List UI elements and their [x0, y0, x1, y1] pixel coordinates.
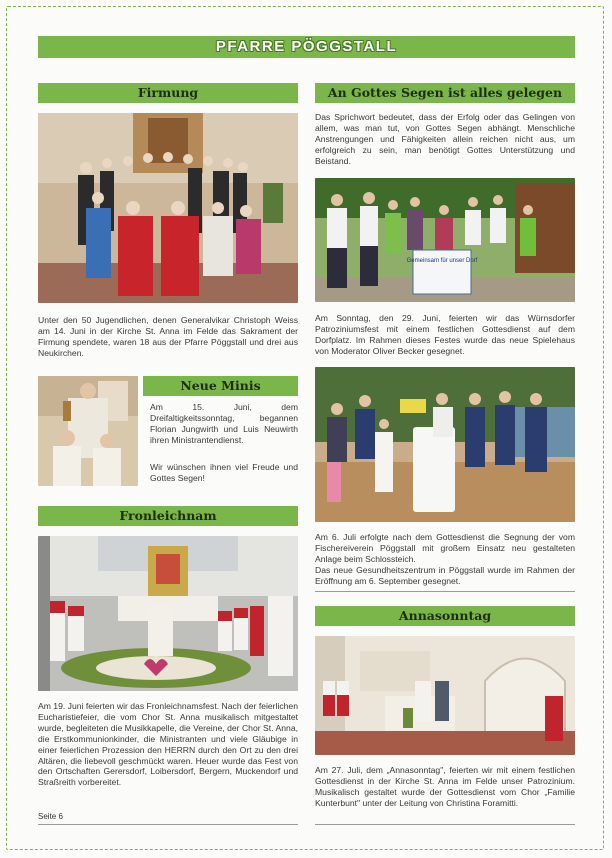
dorf-sign-text: Gemeinsam für unser Dorf [406, 258, 478, 264]
fronleichnam-heading: Fronleichnam [38, 506, 298, 526]
schlossteich-photo [315, 367, 575, 522]
firmung-text: Unter den 50 Jugendlichen, denen Generalvikar Christoph Weiss am 14. Juni in der Kirche St. Anna im Felde das Sakrament der Firmung spendete, waren 18 aus der Pfarre Pöggstall und drei aus Neukirchen. [38, 315, 298, 358]
fronleichnam-photo [38, 536, 298, 691]
gottes-segen-heading: An Gottes Segen ist alles gelegen [315, 83, 575, 103]
gesundheitszentrum-text: Das neue Gesundheitszentrum in Pöggstall wurde im Rahmen der Eröffnung am 6. September gesegnet. [315, 565, 575, 586]
page-title: PFARRE PÖGGSTALL [38, 36, 575, 58]
neue-minis-text: Am 15. Juni, dem Dreifaltigkeitssonntag, begannen Florian Jungwirth und Luis Neuwirth ihren Ministrantendienst. [150, 402, 298, 445]
neue-minis-heading: Neue Minis [143, 376, 298, 396]
wuernsdorf-text: Am Sonntag, den 29. Juni, feierten wir das Würnsdorfer Patroziniumsfest mit einem festlichen Gottesdienst auf dem Dorfplatz. Im Rahmen dieses Festes wurde das neue Spielehaus von Moderator Oliver Becker gesegnet. [315, 313, 575, 356]
neue-minis-photo [38, 376, 138, 486]
firmung-heading: Firmung [38, 83, 298, 103]
left-footer-rule [38, 824, 298, 825]
neue-minis-wishes: Wir wünschen ihnen viel Freude und Gottes Segen! [150, 462, 298, 483]
fronleichnam-text: Am 19. Juni feierten wir das Fronleichnamsfest. Nach der feierlichen Eucharistiefeier, die vom Chor St. Anna musikalisch mitgestaltet wurde, begleiteten die Musikkapelle, die Vereine, der Chor St. Anna, die Erstkommunionkinder, die Ministranten und viele Gläubige in einer feierlichen Prozession den HERRN durch den Ort zu den drei Altären, die liebevoll geschmückt waren. Heuer wurde das Fest von den Ortschaften Gerersdorf, Loibersdorf, Bergern, Muckendorf und Straßreith vorbereitet. [38, 701, 298, 788]
gottes-segen-intro: Das Sprichwort bedeutet, dass der Erfolg oder das Gelingen von allem, was man tut, von Gottes Segen abhängt. Menschliche Anstrengungen und Fähigkeiten allein reichen nicht aus, um erfolgreich zu sein, man benötigt Gottes Unterstützung und Beistand. [315, 112, 575, 166]
page-number: Seite 6 [38, 812, 63, 821]
annasonntag-photo [315, 636, 575, 755]
right-footer-rule [315, 824, 575, 825]
right-section-rule [315, 591, 575, 592]
schlossteich-text: Am 6. Juli erfolgte nach dem Gottesdienst die Segnung der vom Fischereiverein Pöggstall mit großem Einsatz neu gestalteten Anlage beim Schlossteich. [315, 532, 575, 564]
annasonntag-text: Am 27. Juli, dem „Annasonntag", feierten wir mit einem festlichen Gottesdienst in der Kirche St. Anna im Felde unser Patrozinium. Musikalisch gestaltet wurde der Gottesdienst vom Chor „Familie Kunterbunt" unter der Leitung von Christina Foramitti. [315, 765, 575, 808]
wuernsdorf-photo [315, 178, 575, 302]
firmung-photo [38, 113, 298, 303]
annasonntag-heading: Annasonntag [315, 606, 575, 626]
